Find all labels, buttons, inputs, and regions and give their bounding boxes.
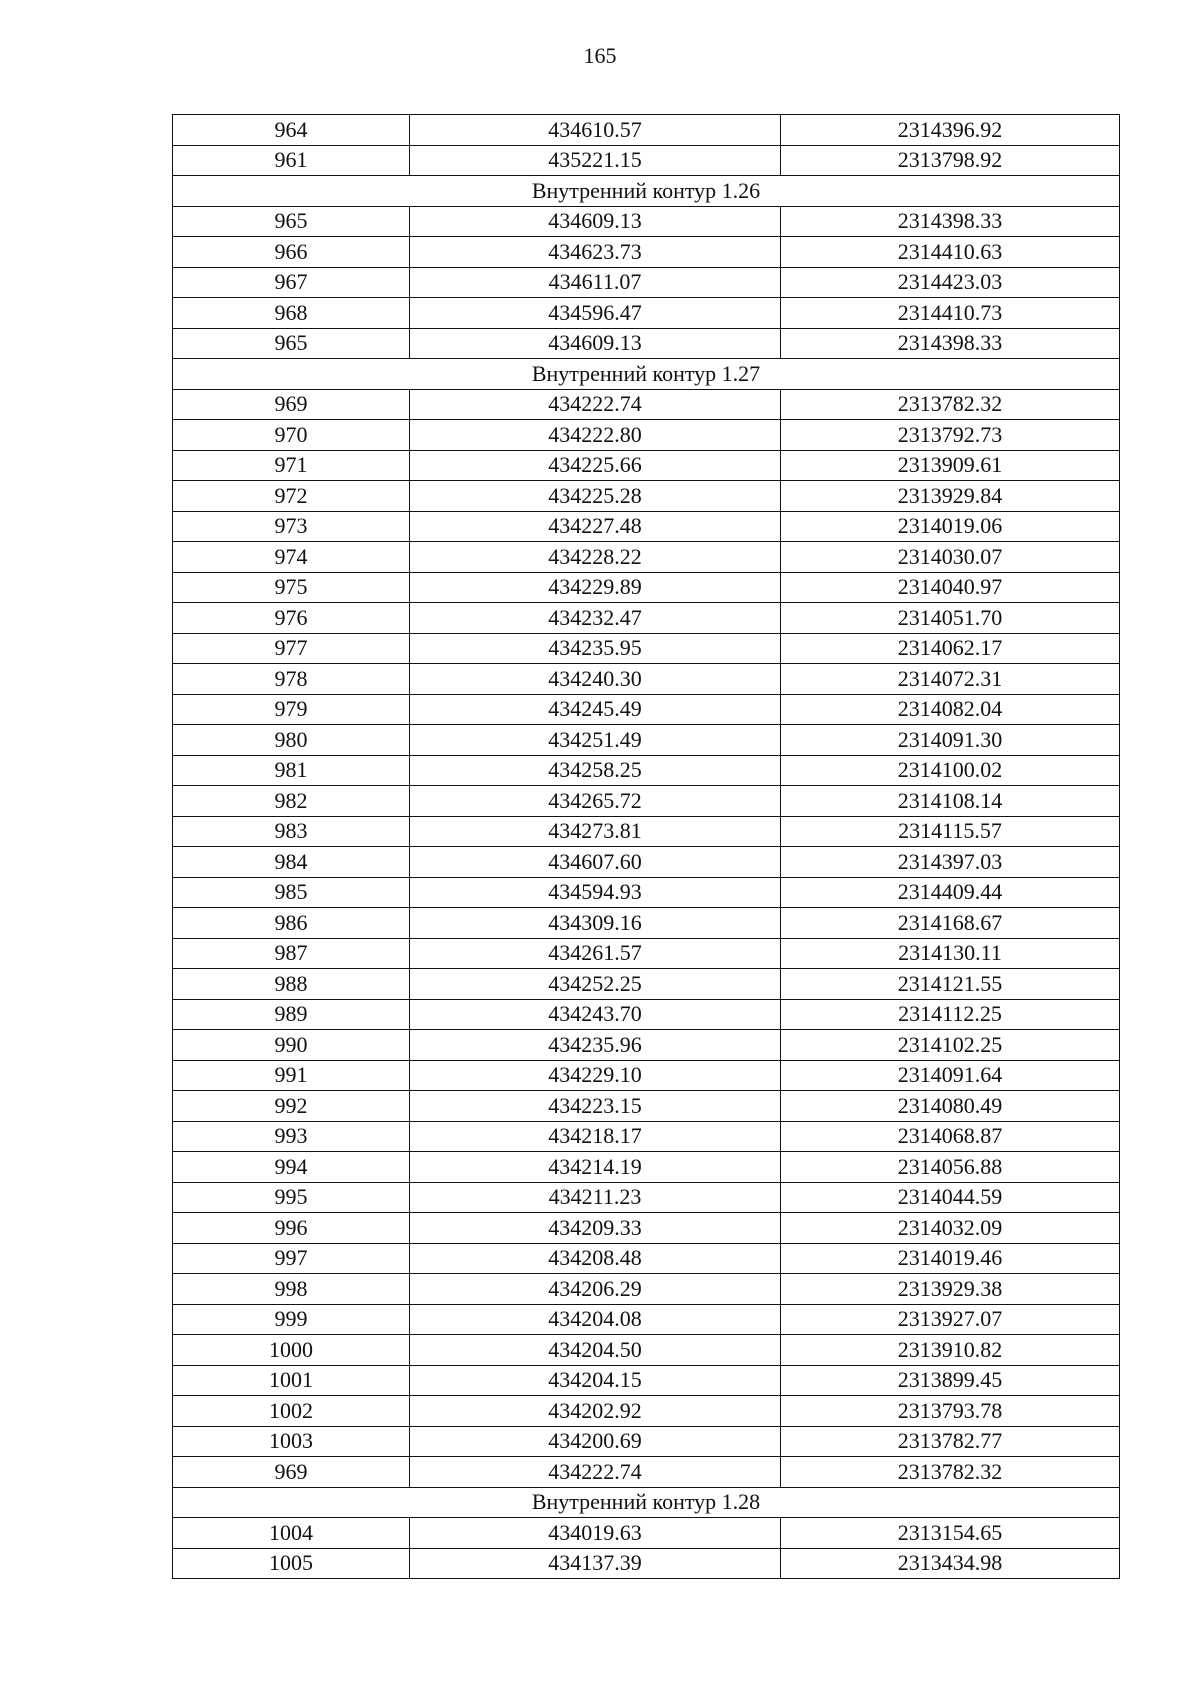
x-coordinate-cell: 434594.93	[410, 877, 781, 908]
x-coordinate-cell: 434200.69	[410, 1426, 781, 1457]
x-coordinate-cell: 434228.22	[410, 542, 781, 573]
table-row	[173, 786, 1120, 817]
x-coordinate-cell: 434609.13	[410, 206, 781, 237]
y-coordinate-cell: 2314410.73	[781, 298, 1120, 329]
table-row	[173, 145, 1120, 176]
y-coordinate-cell: 2314040.97	[781, 572, 1120, 603]
table-row	[173, 725, 1120, 756]
point-number-cell: 980	[173, 725, 410, 756]
table-row	[173, 1335, 1120, 1366]
y-coordinate-cell: 2314044.59	[781, 1182, 1120, 1213]
x-coordinate-cell: 434265.72	[410, 786, 781, 817]
point-number-cell: 997	[173, 1243, 410, 1274]
point-number-cell: 991	[173, 1060, 410, 1091]
table-row	[173, 1152, 1120, 1183]
point-number-cell: 988	[173, 969, 410, 1000]
point-number-cell: 993	[173, 1121, 410, 1152]
point-number-cell: 969	[173, 1457, 410, 1488]
x-coordinate-cell: 434610.57	[410, 115, 781, 146]
coordinates-table-body	[173, 115, 1120, 1579]
y-coordinate-cell: 2314100.02	[781, 755, 1120, 786]
y-coordinate-cell: 2314115.57	[781, 816, 1120, 847]
table-row	[173, 1060, 1120, 1091]
point-number-cell: 994	[173, 1152, 410, 1183]
table-row	[173, 664, 1120, 695]
x-coordinate-cell: 434204.15	[410, 1365, 781, 1396]
y-coordinate-cell: 2314051.70	[781, 603, 1120, 634]
x-coordinate-cell: 434225.66	[410, 450, 781, 481]
section-title: Внутренний контур 1.27	[173, 359, 1120, 390]
table-row	[173, 328, 1120, 359]
y-coordinate-cell: 2314082.04	[781, 694, 1120, 725]
x-coordinate-cell: 434240.30	[410, 664, 781, 695]
x-coordinate-cell: 434273.81	[410, 816, 781, 847]
point-number-cell: 979	[173, 694, 410, 725]
x-coordinate-cell: 434209.33	[410, 1213, 781, 1244]
point-number-cell: 990	[173, 1030, 410, 1061]
x-coordinate-cell: 434222.74	[410, 389, 781, 420]
table-row	[173, 267, 1120, 298]
y-coordinate-cell: 2314130.11	[781, 938, 1120, 969]
x-coordinate-cell: 434223.15	[410, 1091, 781, 1122]
coordinates-table	[172, 114, 1120, 1579]
table-row	[173, 1304, 1120, 1335]
point-number-cell: 961	[173, 145, 410, 176]
table-row	[173, 572, 1120, 603]
point-number-cell: 1004	[173, 1518, 410, 1549]
point-number-cell: 981	[173, 755, 410, 786]
table-row	[173, 511, 1120, 542]
table-row	[173, 1091, 1120, 1122]
point-number-cell: 987	[173, 938, 410, 969]
point-number-cell: 995	[173, 1182, 410, 1213]
x-coordinate-cell: 435221.15	[410, 145, 781, 176]
table-row	[173, 420, 1120, 451]
y-coordinate-cell: 2313909.61	[781, 450, 1120, 481]
table-row	[173, 1548, 1120, 1579]
y-coordinate-cell: 2314072.31	[781, 664, 1120, 695]
point-number-cell: 983	[173, 816, 410, 847]
y-coordinate-cell: 2314102.25	[781, 1030, 1120, 1061]
x-coordinate-cell: 434607.60	[410, 847, 781, 878]
table-row	[173, 1213, 1120, 1244]
y-coordinate-cell: 2313434.98	[781, 1548, 1120, 1579]
x-coordinate-cell: 434137.39	[410, 1548, 781, 1579]
x-coordinate-cell: 434229.10	[410, 1060, 781, 1091]
x-coordinate-cell: 434252.25	[410, 969, 781, 1000]
y-coordinate-cell: 2313782.32	[781, 389, 1120, 420]
x-coordinate-cell: 434229.89	[410, 572, 781, 603]
y-coordinate-cell: 2313929.84	[781, 481, 1120, 512]
table-row	[173, 694, 1120, 725]
point-number-cell: 972	[173, 481, 410, 512]
y-coordinate-cell: 2314396.92	[781, 115, 1120, 146]
table-row	[173, 450, 1120, 481]
section-header-row	[173, 1487, 1120, 1518]
point-number-cell: 1001	[173, 1365, 410, 1396]
x-coordinate-cell: 434206.29	[410, 1274, 781, 1305]
point-number-cell: 965	[173, 328, 410, 359]
point-number-cell: 975	[173, 572, 410, 603]
x-coordinate-cell: 434211.23	[410, 1182, 781, 1213]
table-row	[173, 1030, 1120, 1061]
y-coordinate-cell: 2314062.17	[781, 633, 1120, 664]
table-row	[173, 877, 1120, 908]
y-coordinate-cell: 2313910.82	[781, 1335, 1120, 1366]
point-number-cell: 970	[173, 420, 410, 451]
x-coordinate-cell: 434218.17	[410, 1121, 781, 1152]
y-coordinate-cell: 2313154.65	[781, 1518, 1120, 1549]
x-coordinate-cell: 434222.74	[410, 1457, 781, 1488]
point-number-cell: 986	[173, 908, 410, 939]
x-coordinate-cell: 434309.16	[410, 908, 781, 939]
point-number-cell: 966	[173, 237, 410, 268]
table-row	[173, 969, 1120, 1000]
point-number-cell: 984	[173, 847, 410, 878]
section-header-row	[173, 359, 1120, 390]
y-coordinate-cell: 2313782.77	[781, 1426, 1120, 1457]
y-coordinate-cell: 2314108.14	[781, 786, 1120, 817]
table-row	[173, 1396, 1120, 1427]
x-coordinate-cell: 434232.47	[410, 603, 781, 634]
table-row	[173, 633, 1120, 664]
y-coordinate-cell: 2314168.67	[781, 908, 1120, 939]
y-coordinate-cell: 2314397.03	[781, 847, 1120, 878]
table-row	[173, 1121, 1120, 1152]
x-coordinate-cell: 434204.08	[410, 1304, 781, 1335]
table-row	[173, 603, 1120, 634]
point-number-cell: 1000	[173, 1335, 410, 1366]
y-coordinate-cell: 2314398.33	[781, 206, 1120, 237]
table-row	[173, 542, 1120, 573]
x-coordinate-cell: 434227.48	[410, 511, 781, 542]
point-number-cell: 1005	[173, 1548, 410, 1579]
point-number-cell: 992	[173, 1091, 410, 1122]
table-row	[173, 999, 1120, 1030]
x-coordinate-cell: 434258.25	[410, 755, 781, 786]
page-number: 165	[583, 43, 617, 68]
point-number-cell: 973	[173, 511, 410, 542]
x-coordinate-cell: 434208.48	[410, 1243, 781, 1274]
y-coordinate-cell: 2313929.38	[781, 1274, 1120, 1305]
x-coordinate-cell: 434261.57	[410, 938, 781, 969]
table-row	[173, 115, 1120, 146]
table-row	[173, 1182, 1120, 1213]
y-coordinate-cell: 2314112.25	[781, 999, 1120, 1030]
y-coordinate-cell: 2314019.06	[781, 511, 1120, 542]
y-coordinate-cell: 2314019.46	[781, 1243, 1120, 1274]
y-coordinate-cell: 2314410.63	[781, 237, 1120, 268]
table-row	[173, 816, 1120, 847]
table-row	[173, 1243, 1120, 1274]
section-header-row	[173, 176, 1120, 207]
table-row	[173, 1365, 1120, 1396]
y-coordinate-cell: 2314080.49	[781, 1091, 1120, 1122]
x-coordinate-cell: 434225.28	[410, 481, 781, 512]
x-coordinate-cell: 434202.92	[410, 1396, 781, 1427]
x-coordinate-cell: 434251.49	[410, 725, 781, 756]
y-coordinate-cell: 2313792.73	[781, 420, 1120, 451]
table-row	[173, 755, 1120, 786]
table-row	[173, 298, 1120, 329]
x-coordinate-cell: 434235.95	[410, 633, 781, 664]
point-number-cell: 982	[173, 786, 410, 817]
y-coordinate-cell: 2314068.87	[781, 1121, 1120, 1152]
y-coordinate-cell: 2313899.45	[781, 1365, 1120, 1396]
table-row	[173, 1426, 1120, 1457]
point-number-cell: 1002	[173, 1396, 410, 1427]
point-number-cell: 977	[173, 633, 410, 664]
x-coordinate-cell: 434222.80	[410, 420, 781, 451]
y-coordinate-cell: 2313798.92	[781, 145, 1120, 176]
table-row	[173, 938, 1120, 969]
table-row	[173, 1274, 1120, 1305]
point-number-cell: 985	[173, 877, 410, 908]
x-coordinate-cell: 434235.96	[410, 1030, 781, 1061]
table-row	[173, 847, 1120, 878]
x-coordinate-cell: 434019.63	[410, 1518, 781, 1549]
x-coordinate-cell: 434245.49	[410, 694, 781, 725]
y-coordinate-cell: 2314398.33	[781, 328, 1120, 359]
point-number-cell: 1003	[173, 1426, 410, 1457]
y-coordinate-cell: 2313782.32	[781, 1457, 1120, 1488]
point-number-cell: 999	[173, 1304, 410, 1335]
table-row	[173, 1457, 1120, 1488]
point-number-cell: 996	[173, 1213, 410, 1244]
x-coordinate-cell: 434611.07	[410, 267, 781, 298]
point-number-cell: 978	[173, 664, 410, 695]
point-number-cell: 965	[173, 206, 410, 237]
table-row	[173, 389, 1120, 420]
section-title: Внутренний контур 1.28	[173, 1487, 1120, 1518]
x-coordinate-cell: 434623.73	[410, 237, 781, 268]
table-row	[173, 206, 1120, 237]
y-coordinate-cell: 2314423.03	[781, 267, 1120, 298]
point-number-cell: 989	[173, 999, 410, 1030]
table-row	[173, 481, 1120, 512]
x-coordinate-cell: 434596.47	[410, 298, 781, 329]
y-coordinate-cell: 2314091.64	[781, 1060, 1120, 1091]
y-coordinate-cell: 2314056.88	[781, 1152, 1120, 1183]
y-coordinate-cell: 2313927.07	[781, 1304, 1120, 1335]
y-coordinate-cell: 2314032.09	[781, 1213, 1120, 1244]
point-number-cell: 971	[173, 450, 410, 481]
table-row	[173, 237, 1120, 268]
point-number-cell: 998	[173, 1274, 410, 1305]
point-number-cell: 976	[173, 603, 410, 634]
point-number-cell: 969	[173, 389, 410, 420]
point-number-cell: 964	[173, 115, 410, 146]
x-coordinate-cell: 434214.19	[410, 1152, 781, 1183]
x-coordinate-cell: 434609.13	[410, 328, 781, 359]
y-coordinate-cell: 2314091.30	[781, 725, 1120, 756]
table-row	[173, 1518, 1120, 1549]
y-coordinate-cell: 2313793.78	[781, 1396, 1120, 1427]
point-number-cell: 967	[173, 267, 410, 298]
y-coordinate-cell: 2314409.44	[781, 877, 1120, 908]
y-coordinate-cell: 2314030.07	[781, 542, 1120, 573]
table-row	[173, 908, 1120, 939]
point-number-cell: 968	[173, 298, 410, 329]
x-coordinate-cell: 434204.50	[410, 1335, 781, 1366]
x-coordinate-cell: 434243.70	[410, 999, 781, 1030]
section-title: Внутренний контур 1.26	[173, 176, 1120, 207]
point-number-cell: 974	[173, 542, 410, 573]
y-coordinate-cell: 2314121.55	[781, 969, 1120, 1000]
